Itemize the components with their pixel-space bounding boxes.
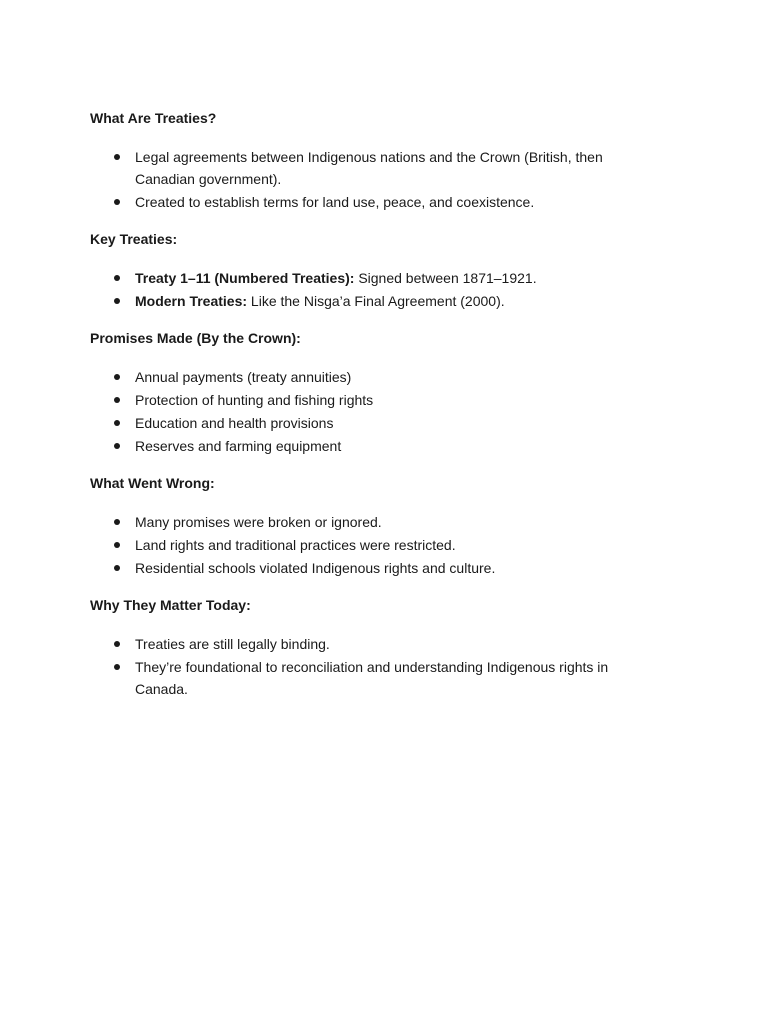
bullet-icon xyxy=(114,199,120,205)
list-item-text: Signed between 1871–1921. xyxy=(354,270,537,286)
list-item xyxy=(90,511,658,533)
list-item xyxy=(90,534,658,556)
list-item xyxy=(90,191,658,213)
bullet-list xyxy=(90,511,658,579)
bullet-icon xyxy=(114,298,120,304)
list-item xyxy=(90,389,658,411)
list-item-text: Protection of hunting and fishing rights xyxy=(135,392,374,408)
list-item-text: They’re foundational to reconciliation and understanding Indigenous rights in Canada. xyxy=(135,659,609,697)
section-heading: Why They Matter Today: xyxy=(90,597,251,613)
list-item xyxy=(90,633,658,655)
bullet-icon xyxy=(114,154,120,160)
bullet-icon xyxy=(114,443,120,449)
bullet-icon xyxy=(114,275,120,281)
list-item-text: Like the Nisga’a Final Agreement (2000). xyxy=(247,293,505,309)
section-heading: What Went Wrong: xyxy=(90,475,215,491)
list-item-text: Many promises were broken or ignored. xyxy=(135,514,382,530)
bullet-icon xyxy=(114,664,120,670)
bullet-icon xyxy=(114,420,120,426)
list-item xyxy=(90,412,658,434)
bullet-icon xyxy=(114,565,120,571)
bullet-icon xyxy=(114,374,120,380)
list-item-text: Residential schools violated Indigenous rights and culture. xyxy=(135,560,496,576)
section-promises-made xyxy=(90,328,658,457)
list-item-text: Legal agreements between Indigenous nations and the Crown (British, then Canadian government). xyxy=(135,149,603,187)
bullet-icon xyxy=(114,641,120,647)
section-heading: Key Treaties: xyxy=(90,231,178,247)
bullet-list xyxy=(90,366,658,457)
list-item xyxy=(90,366,658,388)
list-item-text: Education and health provisions xyxy=(135,415,334,431)
bullet-icon xyxy=(114,397,120,403)
list-item xyxy=(90,656,658,700)
list-item-lead: Treaty 1–11 (Numbered Treaties): xyxy=(135,270,355,286)
bullet-icon xyxy=(114,542,120,548)
list-item xyxy=(90,435,658,457)
list-item-text: Reserves and farming equipment xyxy=(135,438,342,454)
bullet-list xyxy=(90,267,658,312)
list-item xyxy=(90,557,658,579)
bullet-icon xyxy=(114,519,120,525)
list-item-text: Annual payments (treaty annuities) xyxy=(135,369,352,385)
list-item xyxy=(90,267,658,289)
section-key-treaties xyxy=(90,229,658,312)
section-heading: What Are Treaties? xyxy=(90,110,217,126)
list-item xyxy=(90,290,658,312)
bullet-list xyxy=(90,146,658,213)
section-heading: Promises Made (By the Crown): xyxy=(90,330,301,346)
bullet-list xyxy=(90,633,658,700)
list-item xyxy=(90,146,658,190)
list-item-text: Land rights and traditional practices were restricted. xyxy=(135,537,456,553)
section-what-went-wrong xyxy=(90,473,658,579)
section-why-they-matter xyxy=(90,595,658,700)
list-item-text: Created to establish terms for land use, peace, and coexistence. xyxy=(135,194,535,210)
section-what-are-treaties xyxy=(90,108,658,213)
list-item-lead: Modern Treaties: xyxy=(135,293,248,309)
list-item-text: Treaties are still legally binding. xyxy=(135,636,330,652)
